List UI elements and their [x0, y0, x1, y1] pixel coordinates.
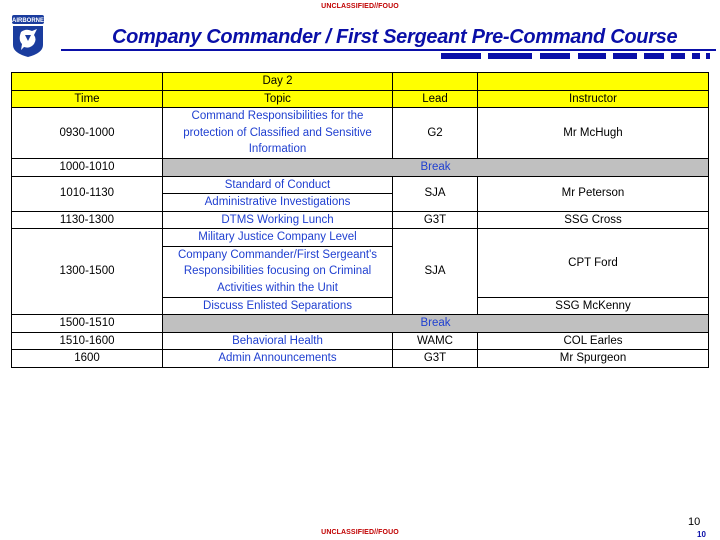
instructor-cell: Mr Spurgeon	[478, 350, 709, 368]
lead-cell: G2	[393, 108, 478, 159]
column-header-time: Time	[12, 90, 163, 108]
instructor-cell: COL Earles	[478, 332, 709, 350]
time-cell: 1500-1510	[12, 315, 163, 333]
break-cell: Break	[163, 315, 709, 333]
instructor-cell: SSG Cross	[478, 211, 709, 229]
lead-cell: G3T	[393, 350, 478, 368]
table-row	[12, 350, 709, 368]
page-number: 10	[688, 516, 701, 528]
lead-cell: G3T	[393, 211, 478, 229]
topic-cell: Standard of Conduct	[163, 176, 393, 194]
instructor-cell: Mr Peterson	[478, 176, 709, 211]
table-row-break	[12, 315, 709, 333]
lead-cell: SJA	[393, 176, 478, 211]
topic-cell: Company Commander/First Sergeant's Responsibilities focusing on Criminal Activities within the Unit	[163, 246, 393, 297]
column-header-lead: Lead	[393, 90, 478, 108]
title-underline-bars	[0, 49, 720, 63]
instructor-cell: Mr McHugh	[478, 108, 709, 159]
lead-cell: WAMC	[393, 332, 478, 350]
logo-tab-text: AIRBORNE	[12, 18, 44, 24]
column-header-topic: Topic	[163, 90, 393, 108]
table-row	[12, 229, 709, 247]
topic-cell: Command Responsibilities for the protection of Classified and Sensitive Information	[163, 108, 393, 159]
topic-cell: Administrative Investigations	[163, 194, 393, 212]
day-header: Day 2	[163, 73, 393, 91]
time-cell: 1600	[12, 350, 163, 368]
classification-banner-top: UNCLASSIFIED//FOUO	[321, 3, 399, 10]
time-cell: 1300-1500	[12, 229, 163, 315]
page-title: Company Commander / First Sergeant Pre-Command Course	[112, 26, 678, 48]
break-cell: Break	[163, 159, 709, 177]
page-number-footer: 10	[697, 530, 706, 539]
time-cell: 1510-1600	[12, 332, 163, 350]
time-cell: 1010-1130	[12, 176, 163, 211]
instructor-cell: CPT Ford	[478, 229, 709, 298]
lead-cell: SJA	[393, 229, 478, 315]
time-cell: 1130-1300	[12, 211, 163, 229]
topic-cell: Behavioral Health	[163, 332, 393, 350]
table-row	[12, 176, 709, 194]
time-cell: 1000-1010	[12, 159, 163, 177]
table-row	[12, 332, 709, 350]
table-row-break	[12, 159, 709, 177]
classification-banner-bottom: UNCLASSIFIED//FOUO	[321, 529, 399, 536]
table-column-header-row	[12, 90, 709, 108]
table-day-header-row	[12, 73, 709, 91]
table-row	[12, 108, 709, 159]
topic-cell: Admin Announcements	[163, 350, 393, 368]
table-row	[12, 211, 709, 229]
time-cell: 0930-1000	[12, 108, 163, 159]
topic-cell: DTMS Working Lunch	[163, 211, 393, 229]
schedule-table	[11, 72, 709, 368]
topic-cell: Discuss Enlisted Separations	[163, 297, 393, 315]
column-header-instructor: Instructor	[478, 90, 709, 108]
topic-cell: Military Justice Company Level	[163, 229, 393, 247]
instructor-cell: SSG McKenny	[478, 297, 709, 315]
